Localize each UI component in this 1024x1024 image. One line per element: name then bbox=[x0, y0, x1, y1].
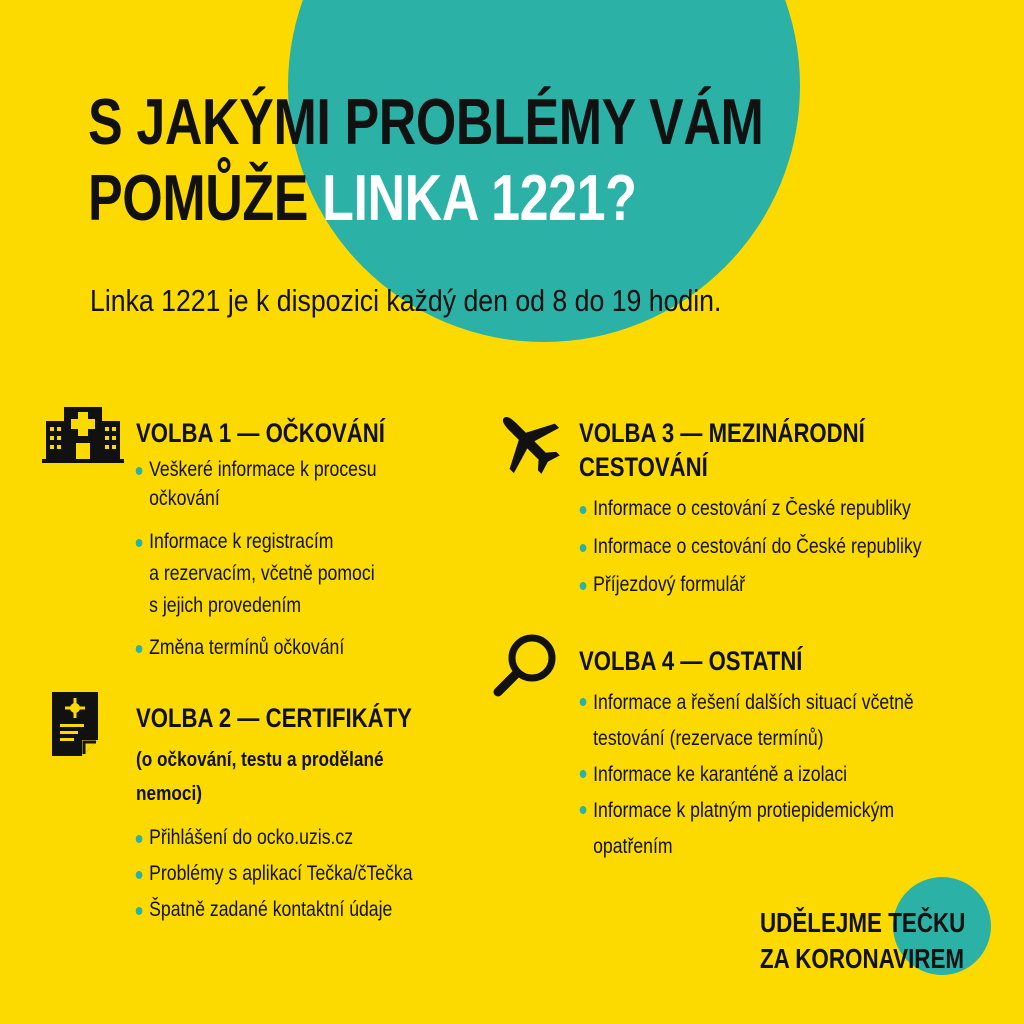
section-2-title: VOLBA 2 — CERTIFIKÁTY bbox=[136, 703, 412, 733]
list-item: Veškeré informace k procesu bbox=[134, 454, 377, 486]
list-item: Informace ke karanténě a izolaci bbox=[578, 757, 914, 793]
headline-line2-prefix: POMŮŽE bbox=[88, 161, 323, 235]
section-1-list bbox=[134, 454, 377, 664]
list-item-continuation: očkování bbox=[149, 487, 220, 510]
list-item-continuation: opatřením bbox=[593, 835, 673, 858]
magnifier-icon bbox=[492, 628, 562, 698]
section-3-list bbox=[578, 493, 922, 601]
section-3-title: VOLBA 3 — MEZINÁRODNÍ CESTOVÁNÍ bbox=[579, 418, 865, 482]
brand-logo bbox=[760, 905, 965, 977]
list-item: Špatně zadané kontaktní údaje bbox=[134, 894, 413, 926]
headline-line1: S JAKÝMI PROBLÉMY VÁM bbox=[88, 85, 764, 158]
brand-line2: ZA KORONAVIREM bbox=[760, 943, 965, 974]
list-item-continuation: s jejich provedením bbox=[149, 594, 302, 617]
list-item: Příjezdový formulář bbox=[578, 569, 922, 601]
list-item-continuation: a rezervacím, včetně pomoci bbox=[149, 562, 375, 585]
hospital-icon bbox=[42, 405, 124, 463]
section-4-list bbox=[578, 685, 914, 865]
certificate-icon bbox=[52, 692, 98, 756]
list-item: Informace k registracím bbox=[134, 526, 377, 558]
list-item: Informace a řešení dalších situací včetně bbox=[578, 685, 914, 721]
section-2-subtitle: (o očkování, testu a prodělané nemoci) bbox=[136, 749, 384, 805]
section-2-list bbox=[134, 822, 413, 926]
list-item: Přihlášení do ocko.uzis.cz bbox=[134, 822, 413, 854]
list-item-continuation: testování (rezervace termínů) bbox=[593, 727, 824, 750]
headline bbox=[88, 84, 763, 236]
list-item: Informace o cestování z České republiky bbox=[578, 493, 922, 525]
brand-line1: UDĚLEJME TEČKU bbox=[760, 907, 966, 938]
headline-line2-highlight: LINKA 1221? bbox=[322, 161, 637, 235]
airplane-icon bbox=[492, 406, 564, 478]
list-item: Změna termínů očkování bbox=[134, 632, 377, 664]
section-1-title: VOLBA 1 — OČKOVÁNÍ bbox=[136, 418, 385, 448]
list-item: Informace o cestování do České republiky bbox=[578, 531, 922, 563]
list-item: Informace k platným protiepidemickým bbox=[578, 793, 914, 829]
list-item: Problémy s aplikací Tečka/čTečka bbox=[134, 858, 413, 890]
subtitle: Linka 1221 je k dispozici každý den od 8 do 19 hodin. bbox=[90, 283, 722, 318]
section-4-title: VOLBA 4 — OSTATNÍ bbox=[579, 646, 803, 676]
